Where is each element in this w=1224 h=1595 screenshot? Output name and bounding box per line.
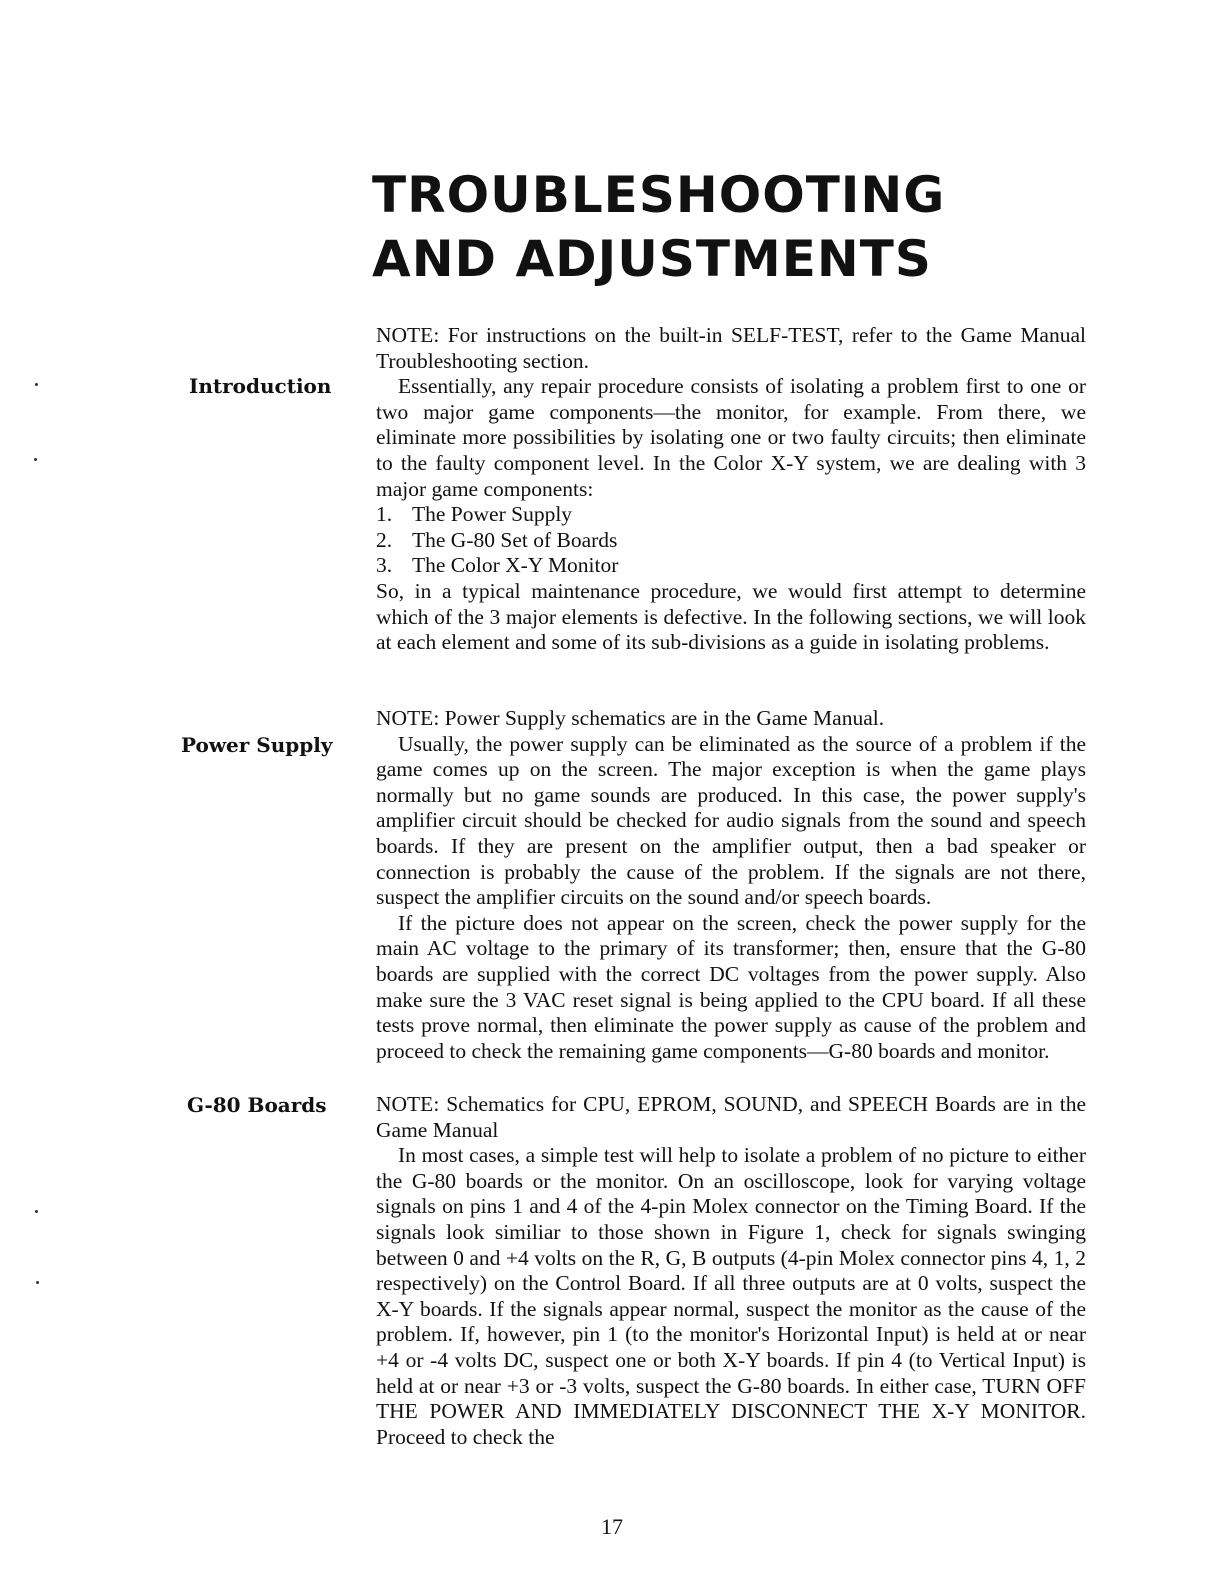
list-item: 1. The Power Supply [376, 502, 573, 527]
power-supply-section [376, 706, 1086, 1064]
g80-paragraph-1: In most cases, a simple test will help to isolate a problem of no picture to either the G-80 boards or the monitor. On an oscilloscope, look for varying voltage signals on pins 1 and 4 of the 4-pin Molex connector on the Timing Board. If the signals look similiar to those shown in Figure 1, check for signals swinging between 0 and +4 volts on the R, G, B outputs (4-pin Molex connector pins 4, 1, 2 respectively) on the Control Board. If all three outputs are at 0 volts, suspect the X-Y boards. If the signals appear normal, suspect the monitor as the cause of the problem. If, however, pin 1 (to the monitor's Horizontal Input) is held at or near +4 or -4 volts DC, suspect one or both X-Y boards. If pin 4 (to Vertical Input) is held at or near +3 or -3 volts, suspect the G-80 boards. In either case, TURN OFF THE POWER AND IMMEDIATELY DISCONNECT THE X-Y MONITOR. Proceed to check the [376, 1143, 1086, 1449]
intro-section [376, 323, 1086, 656]
scan-mark [36, 1281, 39, 1284]
section-label-power-supply: Power Supply [181, 733, 333, 757]
page-title [372, 163, 1172, 291]
power-paragraph-2: If the picture does not appear on the screen, check the power supply for the main AC voltage to the primary of its transformer; then, ensure that the G-80 boards are supplied with the correct DC voltages from the power supply. Also make sure the 3 VAC reset signal is being applied to the CPU board. If all these tests prove normal, then eliminate the power supply as cause of the problem and proceed to check the remaining game components—G-80 boards and monitor. [376, 910, 1086, 1063]
intro-paragraph-2: So, in a typical maintenance procedure, we would first attempt to determine which of the 3 major elements is defective. In the following sections, we will look at each element and some of its sub-divisions as a guide in isolating problems. [376, 578, 1086, 655]
power-note: NOTE: Power Supply schematics are in the Game Manual. [376, 706, 885, 730]
g80-note: NOTE: Schematics for CPU, EPROM, SOUND, and SPEECH Boards are in the Game Manual [376, 1092, 1086, 1142]
power-paragraph-1: Usually, the power supply can be eliminated as the source of a problem if the game comes up on the screen. The major exception is when the game plays normally but no game sounds are produced. In this case, the power supply's amplifier circuit should be checked for audio signals from the sound and speech boards. If they are present on the amplifier output, then a bad speaker or connection is probably the cause of the problem. If the signals are not there, suspect the amplifier circuits on the sound and/or speech boards. [376, 731, 1086, 910]
list-item: 2. The G-80 Set of Boards [376, 527, 618, 552]
component-list [376, 502, 1086, 579]
title-line-1: TROUBLESHOOTING [372, 166, 946, 224]
g80-boards-section [376, 1092, 1086, 1450]
title-line-2: AND ADJUSTMENTS [372, 230, 932, 288]
intro-paragraph-1: Essentially, any repair procedure consists of isolating a problem first to one or two major game components—the monitor, for example. From there, we eliminate more possibilities by isolating one or two faulty circuits; then eliminate to the faulty component level. In the Color X-Y system, we are dealing with 3 major game components: [376, 374, 1086, 501]
scan-mark [35, 383, 38, 386]
list-item: 3. The Color X-Y Monitor [376, 553, 619, 578]
scan-mark [34, 458, 37, 461]
section-label-g80-boards: G-80 Boards [187, 1093, 327, 1117]
section-label-introduction: Introduction [189, 374, 332, 398]
page-number: 17 [601, 1514, 623, 1539]
intro-note: NOTE: For instructions on the built-in SELF-TEST, refer to the Game Manual Troubleshooting section. [376, 323, 1086, 373]
scan-mark [35, 1210, 38, 1213]
